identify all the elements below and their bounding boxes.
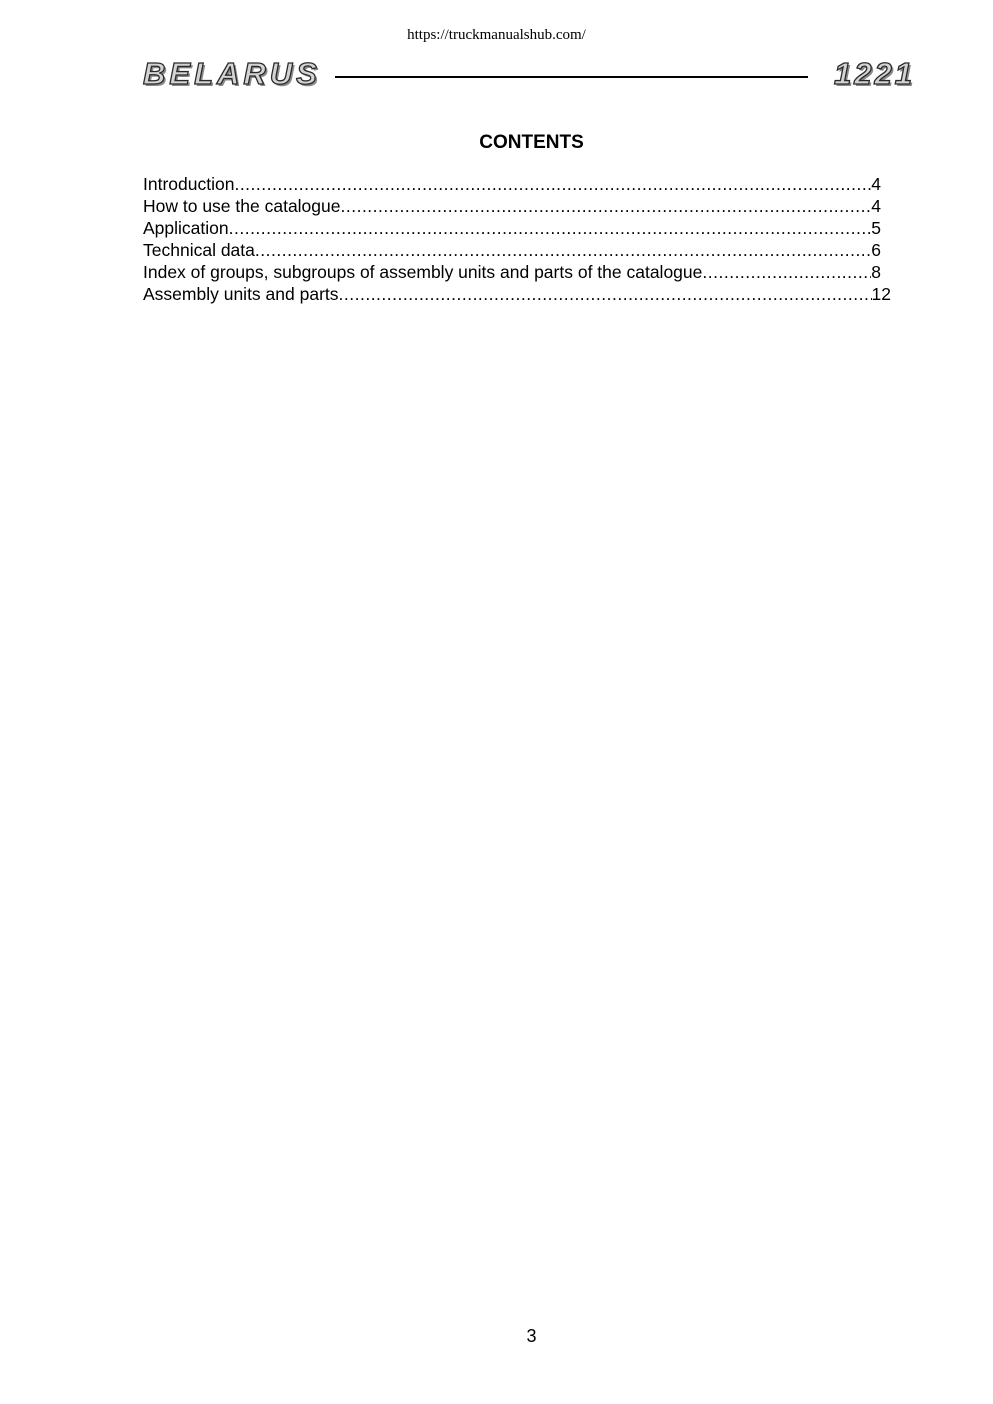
toc-entry-label: Application [143,218,229,238]
toc-entry-page: 4 [871,196,881,216]
model-logo: 1221 [834,56,915,91]
toc-entry-label: Index of groups, subgroups of assembly units and parts of the catalogue [143,262,703,282]
toc-leader [229,217,872,239]
toc-leader [341,195,872,217]
header-rule [335,76,808,78]
source-url: https://truckmanualshub.com/ [407,27,586,43]
toc-entry-application[interactable] [143,217,881,239]
toc-entry-technical-data[interactable] [143,239,881,261]
toc-entry-page: 5 [871,218,881,238]
table-of-contents [143,173,891,305]
page-number: 3 [526,1326,537,1346]
toc-entry-label: Technical data [143,240,255,260]
toc-entry-label: How to use the catalogue [143,196,341,216]
toc-entry-label: Assembly units and parts [143,284,339,304]
contents-title: CONTENTS [479,132,584,153]
toc-entry-how-to-use[interactable] [143,195,881,217]
toc-leader [255,239,871,261]
toc-entry-page: 12 [871,284,891,304]
toc-entry-introduction[interactable] [143,173,881,195]
document-header [143,57,915,91]
toc-leader [234,173,871,195]
toc-entry-page: 4 [871,174,881,194]
toc-entry-page: 6 [871,240,881,260]
toc-entry-page: 8 [871,262,881,282]
toc-entry-assembly-units[interactable] [143,283,891,305]
brand-logo: BELARUS [143,56,321,91]
toc-leader [702,261,871,283]
toc-entry-index-of-groups[interactable] [143,261,881,283]
toc-leader [339,283,872,305]
toc-entry-label: Introduction [143,174,235,194]
